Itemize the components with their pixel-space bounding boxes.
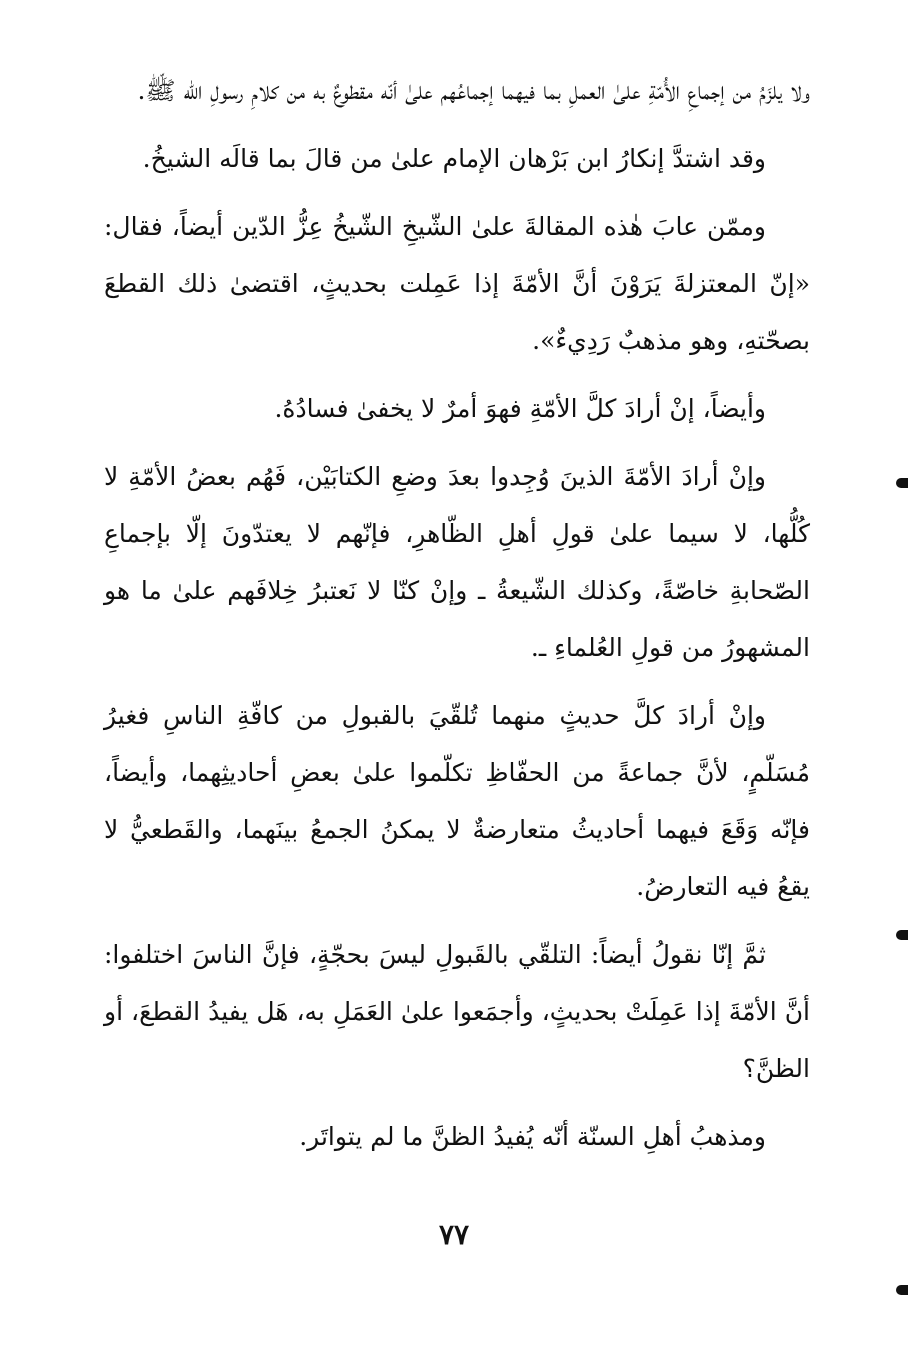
paragraph: وممّن عابَ هٰذه المقالةَ علىٰ الشّيخِ الشّيخُ عِزُّ الدّين أيضاً، فقال: «إنّ المعتزلةَ يَرَوْنَ أنَّ الأمّةَ إذا عَمِلت بحديثٍ، اقتضىٰ ذلك القطعَ بصحّتهِ، وهو مذهبٌ رَدِيءٌ».: [104, 212, 810, 355]
paragraph: ومذهبُ أهلِ السنّة أنّه يُفيدُ الظنَّ ما لم يتواتَر.: [299, 1122, 766, 1151]
paragraph: وإنْ أرادَ الأمّةَ الذينَ وُجِدوا بعدَ وضعِ الكتابَيْن، فَهُم بعضُ الأمّةِ لا كُلُّها، لا سيما علىٰ قولِ أهلِ الظّاهرِ، فإنّهم لا يعتدّونَ إلّا بإجماعِ الصّحابةِ خاصّةً، وكذلك الشّيعةُ ـ وإنْ كنّا لا نَعتبرُ خِلافَهم علىٰ ما هو المشهورُ من قولِ العُلماءِ ـ.: [104, 462, 810, 662]
paragraph: ولا يلزَمُ من إجماعِ الأُمّةِ علىٰ العملِ بما فيهما إجماعُهم علىٰ أنّه مقطوعٌ به من كلامِ رسولِ الله ﷺ.: [137, 76, 810, 105]
page-edge-mark: [896, 478, 908, 488]
paragraph: وقد اشتدَّ إنكارُ ابن بَرْهان الإمام علىٰ من قالَ بما قالَه الشيخُ.: [142, 144, 766, 173]
paragraph: ثمَّ إنّا نقولُ أيضاً: التلقّي بالقَبولِ ليسَ بحجّةٍ، فإنَّ الناسَ اختلفوا: أنَّ الأمّةَ إذا عَمِلَتْ بحديثٍ، وأجمَعوا علىٰ العَمَلِ به، هَل يفيدُ القطعَ، أو الظنَّ؟: [104, 940, 810, 1083]
page-edge-mark: [896, 1285, 908, 1295]
page-edge-mark: [896, 930, 908, 940]
paragraph: وأيضاً، إنْ أرادَ كلَّ الأمّةِ فهوَ أمرٌ لا يخفىٰ فسادُهُ.: [274, 394, 766, 423]
body-text: [104, 62, 810, 1176]
paragraph: وإنْ أرادَ كلَّ حديثٍ منهما تُلقّيَ بالقبولِ من كافّةِ الناسِ فغيرُ مُسَلّمٍ، لأنَّ جماعةً من الحفّاظِ تكلّموا علىٰ بعضِ أحاديثِهما، وأيضاً، فإنّه وَقَعَ فيهما أحاديثُ متعارضةٌ لا يمكنُ الجمعُ بينَهما، والقَطعيُّ لا يقعُ فيه التعارضُ.: [104, 701, 810, 901]
page-number: ٧٧: [438, 1218, 470, 1251]
